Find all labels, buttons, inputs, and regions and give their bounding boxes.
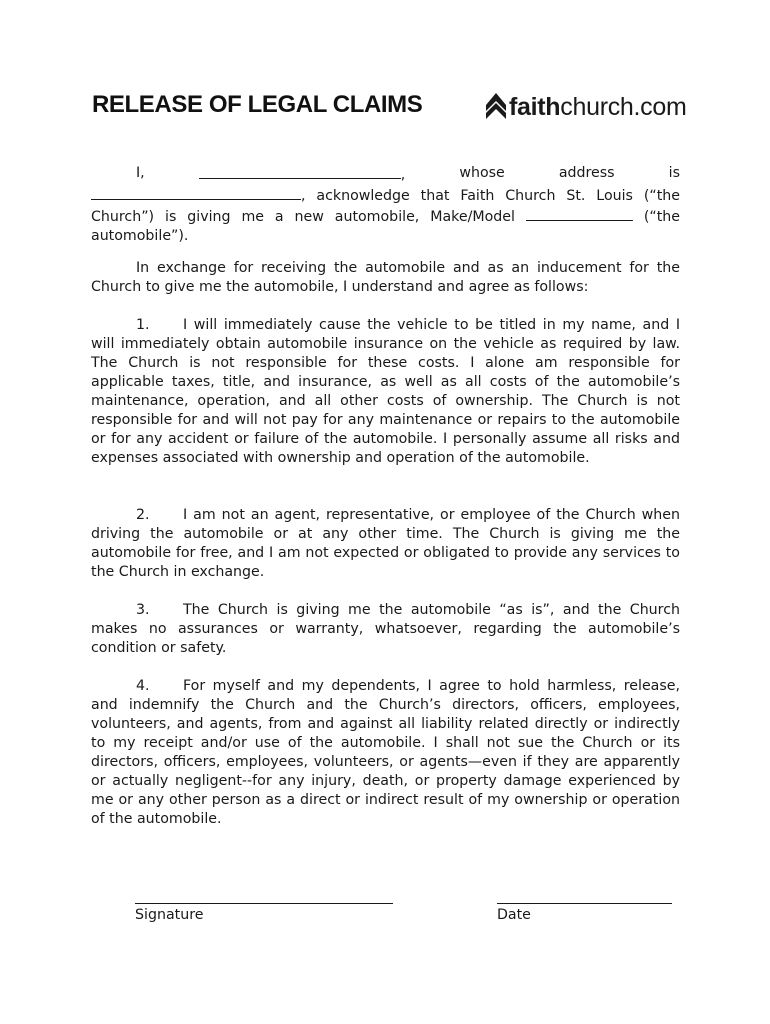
name-blank-line[interactable] [199, 164, 401, 179]
clause-number: 3. [136, 602, 150, 618]
document-title: RELEASE OF LEGAL CLAIMS [92, 91, 423, 118]
exchange-paragraph: In exchange for receiving the automobile and as an inducement for the Church to give me the automobile, I understand and agree as follows: [91, 260, 680, 295]
intro-automobile-text: (“the automobile”). [91, 209, 680, 244]
make-model-blank-line[interactable] [526, 206, 633, 221]
clause-4 [91, 677, 680, 829]
clause-text: I am not an agent, representative, or employee of the Church when driving the automobile or at any other time. The Church is giving me the automobile for free, and I am not expected or obligated to provide any services to the Church in exchange. [91, 507, 680, 580]
faithchurch-logo [484, 90, 687, 124]
logo-regular-text: church.com [560, 92, 687, 121]
signature-line[interactable] [135, 903, 393, 904]
name-field-group [199, 164, 406, 185]
clause-text: For myself and my dependents, I agree to hold harmless, release, and indemnify the Church and the Church’s directors, officers, employees, volunteers, and agents, from and against all liability related directly or indirectly to my receipt and/or use of the automobile. I shall not sue the Church or its directors, officers, employees, volunteers, or agents—even if they are apparently or actually negligent--for any injury, death, or property damage experienced by me or any other person as a direct or indirect result of my ownership or operation of the automobile. [91, 678, 680, 827]
intro-acknowledge-text: , acknowledge that Faith Church St. Louis (“the Church”) is giving me a new automobile, Make/Model [91, 188, 680, 225]
flame-chevron-icon [484, 92, 508, 122]
intro-comma: , [400, 167, 406, 183]
intro-address: address [558, 165, 615, 181]
date-label: Date [497, 907, 531, 923]
clause-2 [91, 506, 680, 582]
intro-i: I, [136, 165, 145, 181]
address-blank-line[interactable] [91, 185, 301, 200]
intro-line-1 [91, 164, 680, 185]
intro-paragraph [91, 164, 680, 246]
clause-number: 1. [136, 317, 150, 333]
clause-text: I will immediately cause the vehicle to be titled in my name, and I will immediately obtain automobile insurance on the vehicle as required by law. The Church is not responsible for these costs. I alone am responsible for applicable taxes, title, and insurance, as well as all costs of the automobile’s maintenance, operation, and all other costs of ownership. The Church is not responsible for and will not pay for any maintenance or repairs to the automobile or for any accident or failure of the automobile. I personally assume all risks and expenses associated with ownership and operation of the automobile. [91, 317, 680, 466]
intro-whose: whose [459, 165, 505, 181]
intro-continued [91, 185, 680, 246]
intro-is: is [668, 165, 680, 181]
signature-label: Signature [135, 907, 204, 923]
logo-bold-text: faith [509, 92, 561, 121]
date-line[interactable] [497, 903, 672, 904]
clause-1 [91, 316, 680, 468]
clause-number: 4. [136, 678, 150, 694]
clause-3 [91, 601, 680, 658]
clause-text: The Church is giving me the automobile “as is”, and the Church makes no assurances or warranty, whatsoever, regarding the automobile’s condition or safety. [91, 602, 680, 656]
clause-number: 2. [136, 507, 150, 523]
